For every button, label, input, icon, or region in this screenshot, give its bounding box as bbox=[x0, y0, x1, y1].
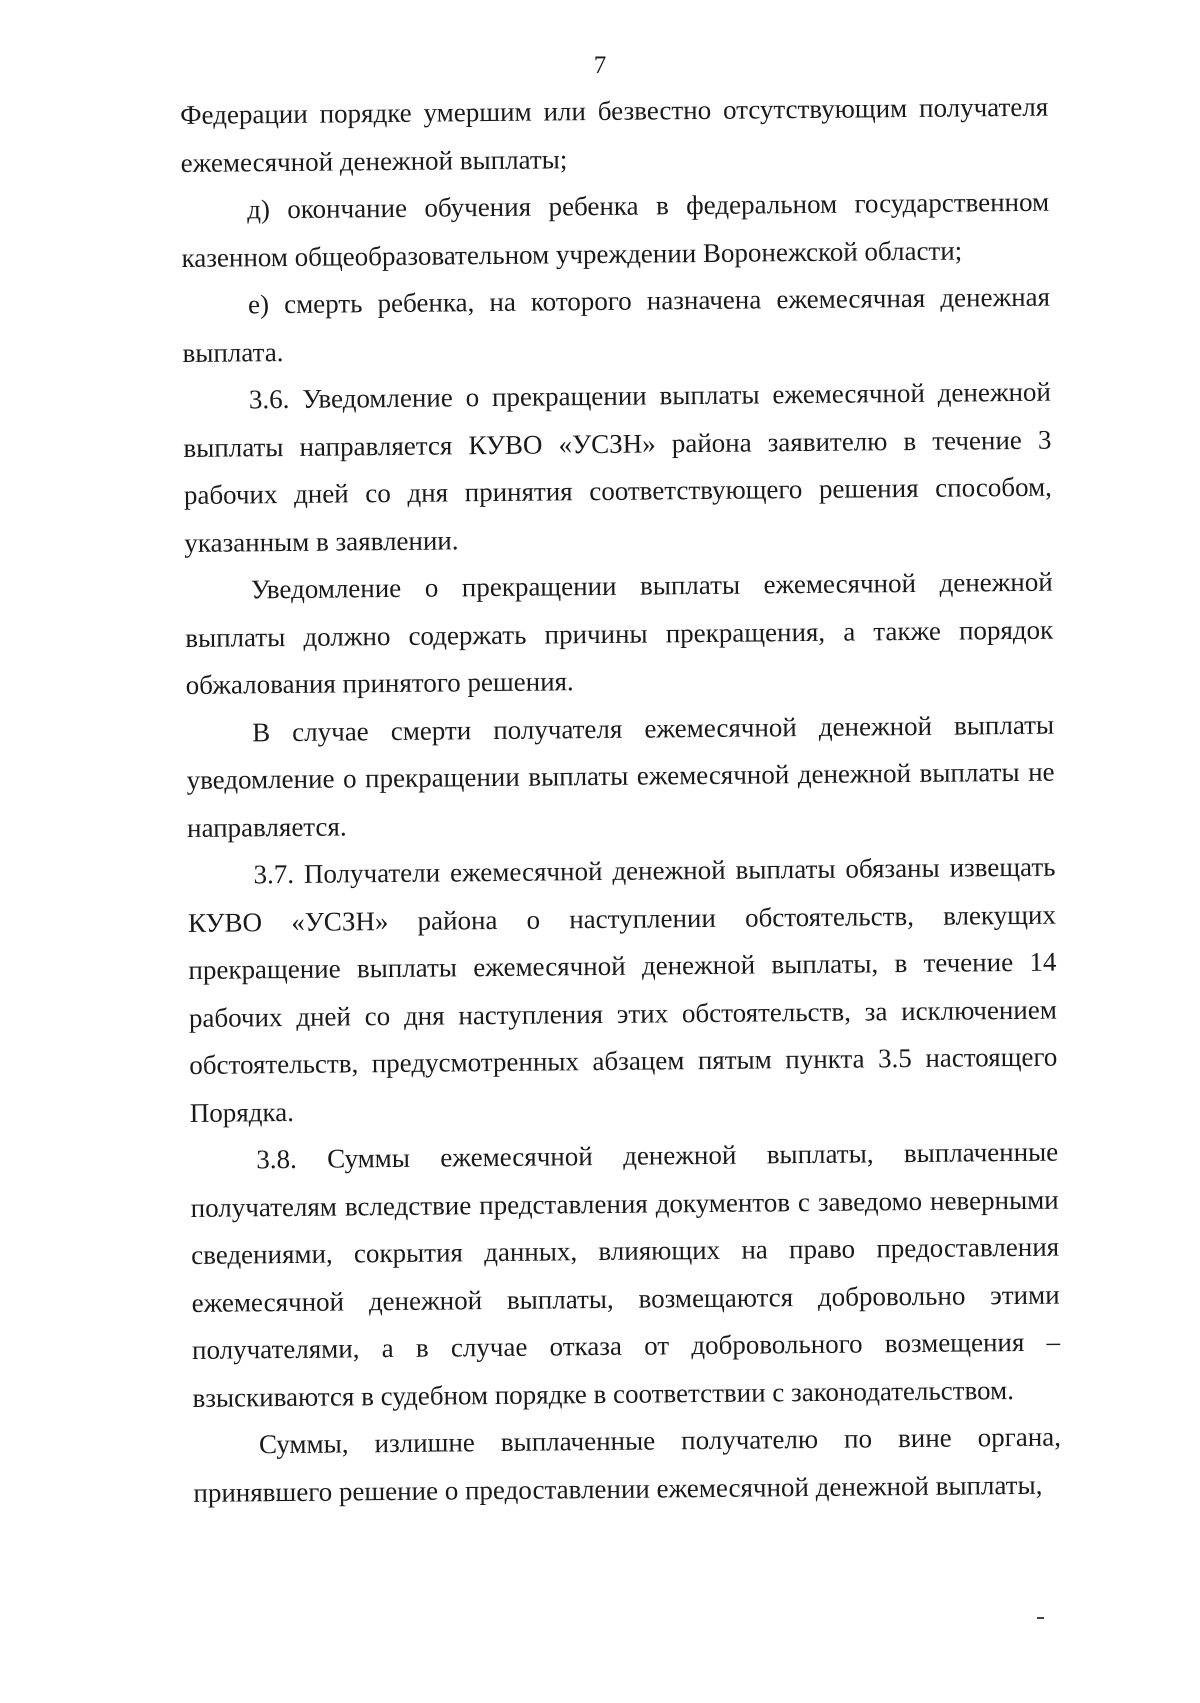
paragraph-continuation: Федерации порядке умершим или безвестно отсутствующим получателя ежемесячной денежной выплаты; bbox=[180, 91, 1049, 178]
paragraph-item-d: д) окончание обучения ребенка в федеральном государственном казенном общеобразовательном учреждении Воронежской области; bbox=[181, 186, 1050, 273]
paragraph-3-6-death-case: В случае смерти получателя ежемесячной денежной выплаты уведомление о прекращении выплаты ежемесячной денежной выплаты не направляется. bbox=[186, 709, 1055, 843]
paragraph-item-e: е) смерть ребенка, на которого назначена ежемесячная денежная выплата. bbox=[182, 281, 1051, 368]
paragraph-3-7: 3.7. Получатели ежемесячной денежной выплаты обязаны извещать КУВО «УСЗН» района о наступлении обстоятельств, влекущих прекращение выплаты ежемесячной денежной выплаты, в течение 14 рабочих дней со дня наступления этих обстоятельств, за исключением обстоятельств, предусмотренных абзацем пятым пункта 3.5 настоящего Порядка. bbox=[187, 851, 1058, 1128]
paragraph-3-8-overpayment: Суммы, излишне выплаченные получателю по вине органа, принявшего решение о предоставлении ежемесячной денежной выплаты, bbox=[193, 1421, 1062, 1508]
paragraph-3-6-notice-content: Уведомление о прекращении выплаты ежемесячной денежной выплаты должно содержать причины прекращения, а также порядок обжалования принятого решения. bbox=[185, 566, 1054, 700]
paragraph-3-6: 3.6. Уведомление о прекращении выплаты ежемесячной денежной выплаты направляется КУВО «УСЗН» района заявителю в течение 3 рабочих дней со дня принятия соответствующего решения способом, указанным в заявлении. bbox=[183, 376, 1052, 558]
scan-artifact-mark bbox=[1037, 1617, 1044, 1619]
paragraph-3-8: 3.8. Суммы ежемесячной денежной выплаты, выплаченные получателям вследствие представления документов с заведомо неверными сведениями, сокрытия данных, влияющих на право предоставления ежемесячной денежной выплаты, возмещаются добровольно этими получателями, а в случае отказа от добровольного возмещения – взыскиваются в судебном порядке в соответствии с законодательством. bbox=[190, 1136, 1061, 1413]
document-body bbox=[180, 84, 1062, 1517]
page-number: 7 bbox=[593, 52, 607, 79]
